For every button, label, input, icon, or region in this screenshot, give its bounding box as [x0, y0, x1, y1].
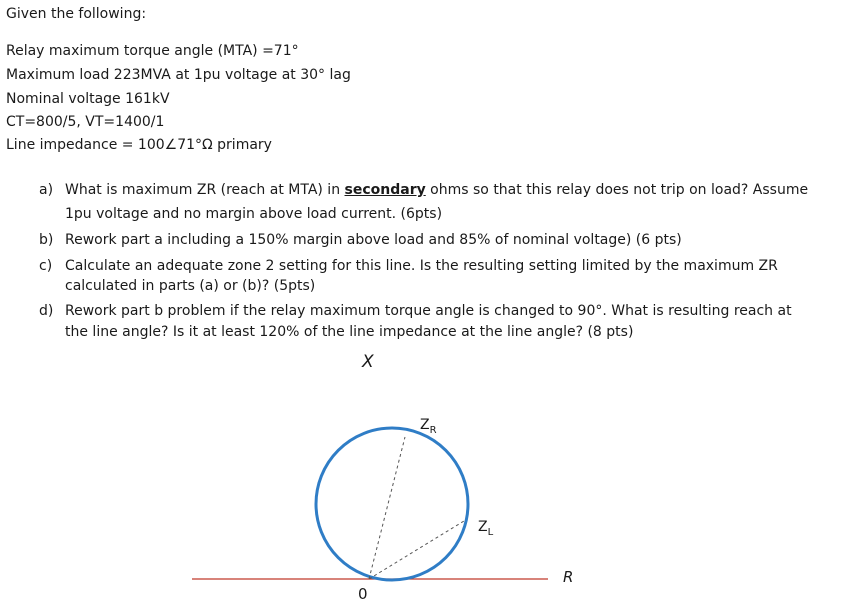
zr-dashed-line [369, 437, 405, 579]
question-d-line2: the line angle? Is it at least 120% of the line impedance at the line angle? (8 pts) [65, 324, 634, 340]
question-a-line2: 1pu voltage and no margin above load current. (6pts) [65, 206, 443, 222]
question-c-line2: calculated in parts (a) or (b)? (5pts) [65, 278, 316, 294]
given-max-load: Maximum load 223MVA at 1pu voltage at 30° lag [6, 67, 351, 83]
question-b-line1: Rework part a including a 150% margin above load and 85% of nominal voltage) (6 pts) [65, 232, 682, 248]
origin-label: 0 [358, 585, 368, 603]
question-b-letter: b) [39, 232, 54, 248]
given-mta: Relay maximum torque angle (MTA) =71° [6, 43, 299, 59]
given-nominal-voltage: Nominal voltage 161kV [6, 91, 170, 107]
question-a-line1-pre: What is maximum ZR (reach at MTA) in [65, 182, 345, 198]
question-d-line1: Rework part b problem if the relay maximum torque angle is changed to 90°. What is resulting reach at [65, 303, 792, 319]
question-c-letter: c) [39, 258, 53, 274]
question-a-line1-post: ohms so that this relay does not trip on load? Assume [425, 182, 809, 198]
zr-label-sub: R [429, 424, 437, 436]
x-axis-label: X [362, 352, 374, 372]
zl-dashed-line [369, 521, 464, 579]
zr-label-main: Z [420, 417, 430, 433]
intro-text: Given the following: [6, 6, 147, 22]
question-d-letter: d) [39, 303, 54, 319]
given-line-impedance: Line impedance = 100∠71°Ω primary [6, 137, 272, 153]
question-c-line1: Calculate an adequate zone 2 setting for this line. Is the resulting setting limited by the maximum ZR [65, 258, 778, 274]
question-a-emphasis: secondary [344, 182, 426, 198]
r-axis-label: R [563, 568, 574, 586]
zl-label-sub: L [487, 526, 494, 538]
zl-label-main: Z [478, 519, 488, 535]
zr-label [420, 417, 437, 439]
given-ct-vt: CT=800/5, VT=1400/1 [6, 114, 165, 130]
mho-circle [316, 428, 468, 580]
question-a-letter: a) [39, 182, 54, 198]
zl-label [478, 519, 493, 541]
